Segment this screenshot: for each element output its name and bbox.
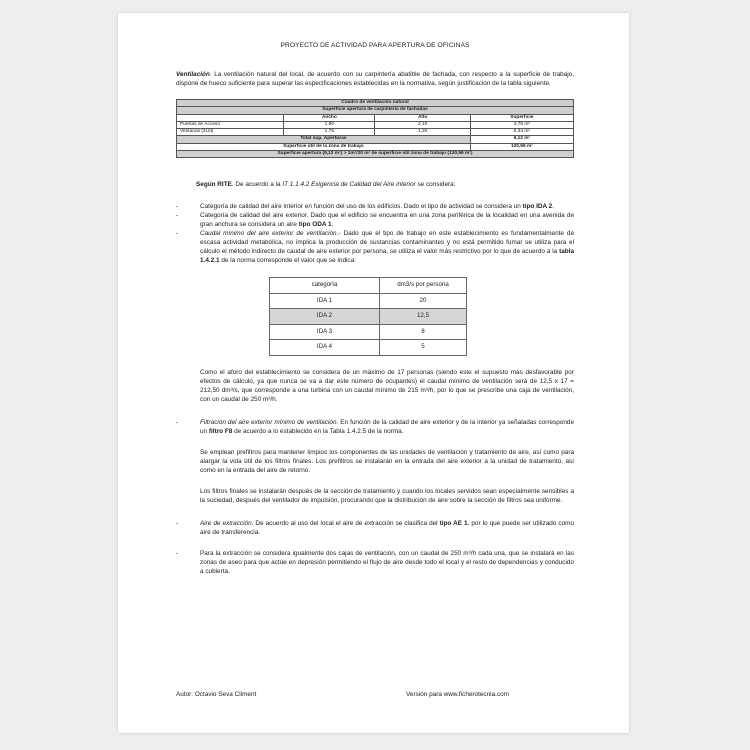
- cat-cell: 12,5: [380, 309, 467, 325]
- rite-text-1: . De acuerdo a la: [231, 181, 283, 189]
- vent-table-footer: Superficie apertura (9,12 m²) > 1m²/20 m² de superficie útil zona de trabajo (120,96 m²): [177, 151, 574, 158]
- ventilacion-paragraph: [176, 70, 574, 88]
- footer-version: Versión para www.ficherotecnia.com: [406, 691, 510, 698]
- document-page: [118, 13, 629, 733]
- item-text: . De acuerdo al uso del local el aire de extracción se clasifica del: [251, 519, 440, 527]
- list-item: [176, 549, 574, 576]
- ventilacion-label: Ventilación: [176, 71, 210, 78]
- vent-cell: 3,78 m²: [470, 121, 573, 128]
- vent-util-value: 120,96 m²: [470, 143, 573, 150]
- cat-cell: 20: [380, 293, 467, 309]
- vent-table-title: Cuadro de ventilación natural: [177, 100, 574, 107]
- item-text: de la norma corresponde el valor que se indica:: [219, 257, 356, 265]
- vent-util-row: [177, 143, 574, 150]
- item-bold: tabla 1.4.2.1: [200, 248, 574, 265]
- vent-total-label: Total sup. Aperturas: [177, 136, 471, 143]
- table-row: [270, 278, 467, 294]
- list-item: [176, 418, 574, 436]
- item-text: Para la extracción se considera igualmente dos cajas de ventilación, con un caudal de 250 m³/h cada una, que se instalará en las zonas de aseo para que actúe en depresión permitiendo el flujo de aire desde todo el local y el resto de dependencias y conducido a cubierta.: [200, 549, 574, 575]
- vent-cell: 2,10: [375, 121, 470, 128]
- vent-header-cell: Alto: [375, 114, 470, 121]
- vent-cell: 1,75: [284, 129, 375, 136]
- vent-cell: 5,34 m²: [470, 129, 573, 136]
- rite-text-2: se considera:: [415, 181, 456, 189]
- item-text: Categoría de calidad del aire exterior. Dado que el edificio se encuentra en una zona periférica de la localidad en una avenida de gran anchura se considera un aire: [200, 212, 574, 229]
- rite-bold: Según RITE: [196, 181, 232, 189]
- item-bold: tipo ODA 1: [298, 221, 332, 229]
- vent-util-label: Superficie útil de la zona de trabajo: [177, 143, 471, 150]
- item-bold: tipo IDA 2: [522, 203, 553, 211]
- list-item: [176, 211, 574, 229]
- vent-table-subtitle: Superficie apertura de carpintería de fachadas: [177, 107, 574, 114]
- item-bold: filtro F8: [208, 427, 233, 435]
- item-text: . En función de la calidad de aire exterior y de la interior ya señaladas corresponde un: [200, 418, 574, 435]
- page-header: PROYECTO DE ACTIVIDAD PARA APERTURA DE OFICINAS: [280, 42, 470, 49]
- vent-cell: Ventanas (3Ud): [177, 129, 284, 136]
- requirements-list-3: [176, 519, 574, 576]
- cat-cell: IDA 1: [270, 293, 380, 309]
- ventilacion-text: . La ventilación natural del local, de acuerdo con su carpintería abatible de fachada, con respecto a la superficie de trabajo, dispone de hueco suficiente para superar las especificaciones establecidas en la normativa, según justificación de la tabla siguiente.: [176, 71, 574, 87]
- vent-table-header: [177, 114, 574, 121]
- list-dash: -: [176, 230, 179, 238]
- item-italic: Filtración del aire exterior mínimo de ventilación: [200, 418, 337, 426]
- table-row: [177, 121, 574, 128]
- vent-header-cell: Ancho: [284, 114, 375, 121]
- list-dash: -: [176, 418, 179, 426]
- list-item: [176, 519, 574, 537]
- rite-paragraph: [176, 180, 574, 189]
- requirements-list: [176, 202, 574, 265]
- vent-header-cell: Superficie: [470, 114, 573, 121]
- cat-header-cell: categoría: [270, 278, 380, 294]
- vent-cell: 1,20: [375, 129, 470, 136]
- table-row: [177, 129, 574, 136]
- cat-cell: IDA 2: [270, 309, 380, 325]
- list-dash: -: [176, 203, 179, 211]
- cat-cell: 8: [380, 324, 467, 340]
- cat-cell: IDA 3: [270, 324, 380, 340]
- item-italic: Aire de extracción: [200, 519, 252, 527]
- table-row: [270, 340, 467, 356]
- vent-cell: Puertas de Acceso: [177, 121, 284, 128]
- item-italic: Caudal mínimo del aire exterior de ventilación: [200, 230, 337, 238]
- footer-author: Autor: Octavio Seva Climent: [176, 691, 257, 698]
- cat-cell: 5: [380, 340, 467, 356]
- item-text: .: [331, 221, 334, 229]
- ventilation-table: [176, 99, 574, 158]
- cat-cell: IDA 4: [270, 340, 380, 356]
- table-row: [270, 293, 467, 309]
- list-dash: -: [176, 549, 179, 557]
- list-dash: -: [176, 212, 179, 220]
- filtros-finales-paragraph: Los filtros finales se instalarán después de la sección de tratamiento y cuando los locales servidos sean especialmente sensibles a la suciedad, después del ventilador de impulsión, procurando que la distribución de aire sobre la sección de filtros sea uniforme.: [200, 487, 574, 504]
- cat-header-cell: dm3/s por persona: [380, 278, 467, 294]
- table-row: [270, 324, 467, 340]
- vent-header-cell: [177, 114, 284, 121]
- requirements-list-2: [176, 418, 574, 436]
- list-dash: -: [176, 519, 179, 527]
- ida-category-table: [269, 277, 467, 356]
- item-text: , por lo que puede ser utilizado como aire de transferencia.: [200, 519, 574, 536]
- list-item: [176, 229, 574, 265]
- vent-cell: 1,80: [284, 121, 375, 128]
- table-row: [270, 309, 467, 325]
- list-item: [176, 202, 574, 211]
- item-bold: tipo AE 1: [439, 519, 468, 527]
- item-text: Categoría de calidad del aire interior en función del uso de los edificios. Dado el tipo de actividad se considera un: [200, 203, 523, 211]
- item-text: .: [552, 203, 554, 211]
- vent-total-value: 9,12 m²: [470, 136, 573, 143]
- rite-italic: IT 1.1.4.2 Exigencia de Calidad del Aire interior: [282, 181, 416, 189]
- vent-total-row: [177, 136, 574, 143]
- item-text: de acuerdo a lo establecido en la Tabla 1.4.2.5 de la norma.: [232, 427, 404, 435]
- item-text: .- Dado que el tipo de trabajo en este establecimiento es fundamentalmente de escasa actividad metabólica, no implica la producción de sustancias contaminantes y no está permitido fumar se utiliza para el cálculo el método indirecto de caudal de aire exterior por persona, se utiliza el valor más restrictivo por lo que de acuerdo a la: [200, 230, 575, 256]
- prefiltros-paragraph: Se emplean prefiltros para mantener limpios los componentes de las unidades de ventilación y tratamiento de aire, así como para alargar la vida útil de los filtros finales. Los prefiltros se instalarán en la entrada del aire exterior a la unidad de tratamiento, así como en la entrada del aire de retorno.: [200, 448, 574, 474]
- page-content: [176, 41, 574, 576]
- aforo-paragraph: Como el aforo del establecimiento se considera de un máximo de 17 personas (siendo este el supuesto más desfavorable por efectos de cálculo, ya que nunca se va a dar este número de ocupantes) el caudal mínimo de ventilación será de 12,5 x 17 = 212,50 dm³/s, que corresponde a una turbina con un caudal mínimo de 215 m³/h, por lo que se prescribe una caja de ventilación, con un caudal de 250 m³/h.: [200, 368, 574, 403]
